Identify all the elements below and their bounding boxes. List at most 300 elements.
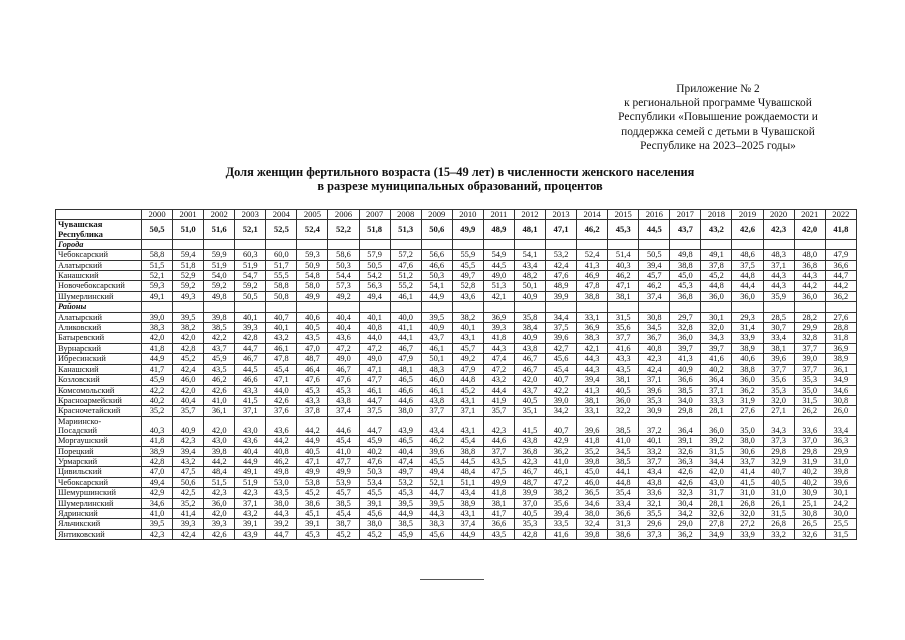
- table-cell: 44,5: [483, 260, 514, 270]
- table-cell: 29,3: [732, 312, 763, 322]
- fertility-table: [55, 209, 857, 540]
- table-cell: 36,8: [794, 260, 825, 270]
- table-cell: 43,2: [173, 456, 204, 466]
- table-cell: 47,9: [390, 354, 421, 364]
- row-label: Янтиковский: [56, 529, 142, 539]
- table-cell: 30,9: [794, 488, 825, 498]
- table-cell: 38,3: [577, 333, 608, 343]
- table-cell: 38,0: [732, 436, 763, 446]
- table-cell: 48,7: [297, 354, 328, 364]
- table-cell: 44,9: [390, 508, 421, 518]
- header-year: 2019: [732, 210, 763, 220]
- table-cell: 39,6: [577, 416, 608, 435]
- table-cell: 37,7: [421, 406, 452, 416]
- table-cell: 29,7: [670, 312, 701, 322]
- table-cell: 54,7: [235, 271, 266, 281]
- table-cell: 47,4: [390, 456, 421, 466]
- table-cell: 37,0: [794, 436, 825, 446]
- table-cell: 51,8: [359, 220, 390, 239]
- empty-cell: [328, 239, 359, 249]
- table-cell: 36,2: [732, 385, 763, 395]
- appendix-line: поддержка семей с детьми в Чувашской: [621, 125, 815, 138]
- table-cell: 38,6: [608, 529, 639, 539]
- table-cell: 39,5: [421, 312, 452, 322]
- table-cell: 46,1: [390, 291, 421, 301]
- table-cell: 45,9: [142, 375, 173, 385]
- table-cell: 43,3: [608, 354, 639, 364]
- table-cell: 40,3: [608, 260, 639, 270]
- table-cell: 40,7: [546, 416, 577, 435]
- table-cell: 54,1: [514, 250, 545, 260]
- table-cell: 51,2: [390, 271, 421, 281]
- table-cell: 44,7: [359, 416, 390, 435]
- table-cell: 34,9: [701, 529, 732, 539]
- table-row: [56, 323, 857, 333]
- table-cell: 43,7: [204, 343, 235, 353]
- table-cell: 34,2: [670, 508, 701, 518]
- table-cell: 45,2: [297, 488, 328, 498]
- table-cell: 41,8: [825, 220, 856, 239]
- table-cell: 30,8: [794, 508, 825, 518]
- table-cell: 42,1: [577, 343, 608, 353]
- table-cell: 52,1: [235, 220, 266, 239]
- table-cell: 48,2: [514, 271, 545, 281]
- table-cell: 31,9: [794, 456, 825, 466]
- table-cell: 56,6: [421, 250, 452, 260]
- table-cell: 43,7: [514, 385, 545, 395]
- table-cell: 28,5: [763, 312, 794, 322]
- table-cell: 42,0: [173, 385, 204, 395]
- table-cell: 42,4: [639, 364, 670, 374]
- table-cell: 41,8: [483, 333, 514, 343]
- table-cell: 40,1: [266, 323, 297, 333]
- row-label: Канашский: [56, 271, 142, 281]
- table-cell: 28,1: [701, 498, 732, 508]
- table-cell: 34,5: [608, 446, 639, 456]
- table-cell: 39,2: [701, 436, 732, 446]
- table-cell: 50,3: [421, 271, 452, 281]
- table-cell: 36,9: [577, 323, 608, 333]
- row-label: Урмарский: [56, 456, 142, 466]
- table-cell: 43,7: [670, 220, 701, 239]
- empty-cell: [763, 302, 794, 312]
- empty-cell: [514, 239, 545, 249]
- table-cell: 47,8: [577, 281, 608, 291]
- empty-cell: [577, 302, 608, 312]
- table-cell: 37,1: [452, 406, 483, 416]
- table-cell: 45,3: [328, 385, 359, 395]
- table-cell: 38,7: [328, 519, 359, 529]
- table-cell: 41,0: [204, 395, 235, 405]
- empty-cell: [452, 239, 483, 249]
- header-year: 2022: [825, 210, 856, 220]
- table-cell: 39,9: [514, 488, 545, 498]
- table-cell: 43,9: [390, 416, 421, 435]
- table-cell: 59,4: [173, 250, 204, 260]
- table-cell: 45,7: [639, 271, 670, 281]
- row-label: Порецкий: [56, 446, 142, 456]
- table-cell: 51,5: [204, 477, 235, 487]
- table-cell: 41,6: [546, 529, 577, 539]
- table-cell: 59,3: [142, 281, 173, 291]
- table-cell: 38,2: [173, 323, 204, 333]
- table-cell: 33,2: [639, 446, 670, 456]
- empty-cell: [514, 302, 545, 312]
- table-cell: 59,2: [204, 281, 235, 291]
- table-cell: 31,4: [732, 323, 763, 333]
- table-cell: 46,6: [235, 375, 266, 385]
- table-cell: 40,5: [297, 323, 328, 333]
- table-row: [56, 446, 857, 456]
- table-cell: 40,1: [359, 312, 390, 322]
- table-row: [56, 281, 857, 291]
- row-label: Канашский: [56, 364, 142, 374]
- table-cell: 41,5: [514, 416, 545, 435]
- table-cell: 51,4: [608, 250, 639, 260]
- empty-cell: [142, 239, 173, 249]
- table-cell: 38,0: [266, 498, 297, 508]
- table-cell: 48,9: [546, 281, 577, 291]
- table-cell: 46,2: [639, 281, 670, 291]
- table-cell: 42,0: [142, 333, 173, 343]
- table-cell: 34,4: [701, 456, 732, 466]
- table-cell: 49,2: [452, 354, 483, 364]
- table-cell: 44,4: [732, 281, 763, 291]
- table-cell: 39,8: [577, 456, 608, 466]
- table-cell: 42,6: [204, 529, 235, 539]
- table-cell: 30,1: [701, 312, 732, 322]
- table-cell: 52,1: [421, 477, 452, 487]
- table-cell: 44,5: [235, 364, 266, 374]
- table-cell: 39,9: [546, 291, 577, 301]
- page-divider: [420, 579, 484, 580]
- table-cell: 42,0: [701, 467, 732, 477]
- table-cell: 29,8: [670, 406, 701, 416]
- table-cell: 58,8: [142, 250, 173, 260]
- table-cell: 47,1: [297, 456, 328, 466]
- table-cell: 40,1: [452, 323, 483, 333]
- row-label: Вурнарский: [56, 343, 142, 353]
- empty-cell: [701, 239, 732, 249]
- table-cell: 45,6: [546, 354, 577, 364]
- table-cell: 47,5: [483, 467, 514, 477]
- table-cell: 40,1: [639, 436, 670, 446]
- empty-cell: [546, 239, 577, 249]
- table-cell: 45,7: [328, 488, 359, 498]
- table-cell: 45,3: [390, 488, 421, 498]
- table-cell: 38,8: [732, 364, 763, 374]
- empty-cell: [390, 302, 421, 312]
- table-cell: 36,0: [670, 333, 701, 343]
- table-cell: 28,8: [825, 323, 856, 333]
- empty-cell: [732, 302, 763, 312]
- table-cell: 44,3: [794, 271, 825, 281]
- table-cell: 38,2: [546, 488, 577, 498]
- table-cell: 42,6: [670, 477, 701, 487]
- table-cell: 36,5: [577, 488, 608, 498]
- table-cell: 35,9: [763, 291, 794, 301]
- table-cell: 44,1: [390, 333, 421, 343]
- table-cell: 27,1: [763, 406, 794, 416]
- table-cell: 44,8: [732, 271, 763, 281]
- table-cell: 47,7: [359, 375, 390, 385]
- table-cell: 39,0: [546, 395, 577, 405]
- table-cell: 45,2: [359, 529, 390, 539]
- table-cell: 43,1: [452, 508, 483, 518]
- table-cell: 43,1: [452, 395, 483, 405]
- table-cell: 51,1: [452, 477, 483, 487]
- table-cell: 38,4: [514, 323, 545, 333]
- table-cell: 41,5: [235, 395, 266, 405]
- table-cell: 44,7: [266, 529, 297, 539]
- table-cell: 50,9: [297, 260, 328, 270]
- table-cell: 43,2: [483, 375, 514, 385]
- empty-cell: [173, 302, 204, 312]
- table-cell: 37,1: [639, 375, 670, 385]
- table-cell: 37,4: [639, 291, 670, 301]
- table-cell: 49,0: [359, 354, 390, 364]
- table-cell: 45,5: [359, 488, 390, 498]
- table-cell: 36,0: [794, 291, 825, 301]
- table-cell: 46,0: [577, 477, 608, 487]
- table-cell: 35,6: [608, 323, 639, 333]
- table-cell: 42,4: [546, 260, 577, 270]
- table-cell: 39,6: [546, 333, 577, 343]
- table-cell: 42,3: [514, 456, 545, 466]
- table-cell: 42,3: [639, 354, 670, 364]
- table-cell: 46,1: [359, 385, 390, 395]
- row-label: Алатырский: [56, 312, 142, 322]
- empty-cell: [390, 239, 421, 249]
- table-cell: 45,5: [421, 456, 452, 466]
- empty-cell: [173, 239, 204, 249]
- empty-cell: [794, 239, 825, 249]
- table-cell: 25,1: [794, 498, 825, 508]
- table-cell: 45,0: [577, 467, 608, 477]
- table-cell: 38,5: [608, 456, 639, 466]
- table-cell: 49,9: [328, 467, 359, 477]
- table-cell: 44,2: [825, 281, 856, 291]
- table-cell: 44,9: [142, 354, 173, 364]
- table-cell: 42,0: [794, 220, 825, 239]
- table-cell: 45,2: [452, 385, 483, 395]
- table-cell: 55,9: [452, 250, 483, 260]
- table-cell: 45,4: [546, 364, 577, 374]
- table-cell: 54,2: [359, 271, 390, 281]
- table-cell: 53,2: [546, 250, 577, 260]
- table-cell: 48,6: [732, 250, 763, 260]
- table-cell: 38,6: [297, 498, 328, 508]
- table-cell: 43,1: [452, 333, 483, 343]
- table-cell: 46,0: [173, 375, 204, 385]
- table-cell: 37,6: [266, 406, 297, 416]
- table-cell: 60,0: [266, 250, 297, 260]
- table-cell: 29,8: [794, 446, 825, 456]
- table-cell: 47,1: [608, 281, 639, 291]
- table-cell: 32,3: [670, 488, 701, 498]
- header-year: 2002: [204, 210, 235, 220]
- table-cell: 40,9: [670, 364, 701, 374]
- table-row: [56, 385, 857, 395]
- table-cell: 40,5: [514, 395, 545, 405]
- table-cell: 39,4: [546, 508, 577, 518]
- table-cell: 47,6: [359, 456, 390, 466]
- table-cell: 38,3: [421, 519, 452, 529]
- table-cell: 31,0: [732, 488, 763, 498]
- table-cell: 43,7: [421, 333, 452, 343]
- table-cell: 48,4: [452, 467, 483, 477]
- table-cell: 36,6: [483, 519, 514, 529]
- table-cell: 45,7: [452, 343, 483, 353]
- table-cell: 31,3: [608, 519, 639, 529]
- header-year: 2016: [639, 210, 670, 220]
- table-cell: 58,8: [266, 281, 297, 291]
- table-cell: 38,9: [452, 498, 483, 508]
- table-cell: 35,1: [514, 406, 545, 416]
- table-cell: 40,5: [608, 385, 639, 395]
- table-cell: 44,4: [483, 385, 514, 395]
- header-year: 2020: [763, 210, 794, 220]
- table-cell: 38,1: [608, 291, 639, 301]
- header-year: 2001: [173, 210, 204, 220]
- table-cell: 39,6: [763, 354, 794, 364]
- table-cell: 40,5: [514, 508, 545, 518]
- appendix-line: Республике на 2023–2025 годы»: [640, 139, 796, 152]
- table-cell: 40,4: [390, 446, 421, 456]
- table-cell: 27,2: [732, 519, 763, 529]
- table-cell: 39,2: [266, 519, 297, 529]
- table-cell: 54,8: [297, 271, 328, 281]
- empty-cell: [204, 302, 235, 312]
- table-cell: 43,5: [483, 529, 514, 539]
- table-cell: 35,3: [514, 519, 545, 529]
- table-cell: 37,8: [701, 260, 732, 270]
- table-cell: 40,3: [142, 416, 173, 435]
- table-row: [56, 343, 857, 353]
- table-cell: 47,7: [328, 456, 359, 466]
- table-cell: 41,7: [142, 364, 173, 374]
- table-cell: 37,5: [359, 406, 390, 416]
- table-cell: 32,9: [763, 456, 794, 466]
- row-label: Шемуршинский: [56, 488, 142, 498]
- table-row: [56, 477, 857, 487]
- table-row: [56, 508, 857, 518]
- table-cell: 38,5: [204, 323, 235, 333]
- table-cell: 40,9: [173, 416, 204, 435]
- table-cell: 32,8: [670, 323, 701, 333]
- table-cell: 47,2: [328, 343, 359, 353]
- table-cell: 46,7: [328, 364, 359, 374]
- table-cell: 43,8: [421, 395, 452, 405]
- table-cell: 37,5: [546, 323, 577, 333]
- header-corner: [56, 210, 142, 220]
- table-cell: 40,2: [359, 446, 390, 456]
- table-cell: 49,3: [173, 291, 204, 301]
- empty-cell: [608, 239, 639, 249]
- table-cell: 52,8: [452, 281, 483, 291]
- header-year: 2006: [328, 210, 359, 220]
- table-cell: 45,4: [452, 436, 483, 446]
- table-cell: 29,9: [794, 323, 825, 333]
- table-cell: 40,4: [173, 395, 204, 405]
- document-title: [140, 165, 780, 193]
- table-cell: 36,8: [670, 291, 701, 301]
- table-cell: 46,2: [204, 375, 235, 385]
- table-cell: 42,5: [173, 488, 204, 498]
- table-cell: 41,8: [142, 343, 173, 353]
- table-cell: 32,6: [701, 508, 732, 518]
- table-cell: 37,7: [483, 446, 514, 456]
- table-cell: 35,3: [639, 395, 670, 405]
- empty-cell: [421, 302, 452, 312]
- table-cell: 45,9: [204, 354, 235, 364]
- table-cell: 50,5: [639, 250, 670, 260]
- table-cell: 35,7: [173, 406, 204, 416]
- table-row: [56, 260, 857, 270]
- table-cell: 27,6: [825, 312, 856, 322]
- table-cell: 43,5: [297, 333, 328, 343]
- table-cell: 41,8: [142, 436, 173, 446]
- table-cell: 50,3: [359, 467, 390, 477]
- table-cell: 50,5: [359, 260, 390, 270]
- table-cell: 39,1: [670, 436, 701, 446]
- table-cell: 50,1: [514, 281, 545, 291]
- table-cell: 40,0: [390, 312, 421, 322]
- table-row: [56, 354, 857, 364]
- table-cell: 46,2: [266, 456, 297, 466]
- table-cell: 47,4: [483, 354, 514, 364]
- table-cell: 39,1: [359, 498, 390, 508]
- table-cell: 47,5: [173, 467, 204, 477]
- table-row: [56, 436, 857, 446]
- table-cell: 38,5: [608, 416, 639, 435]
- table-cell: 33,6: [639, 488, 670, 498]
- table-cell: 46,5: [390, 375, 421, 385]
- table-cell: 42,6: [732, 220, 763, 239]
- table-cell: 41,4: [732, 467, 763, 477]
- table-cell: 43,9: [235, 529, 266, 539]
- empty-cell: [577, 239, 608, 249]
- table-cell: 31,5: [701, 446, 732, 456]
- table-cell: 41,3: [670, 354, 701, 364]
- table-cell: 39,8: [204, 446, 235, 456]
- table-cell: 45,3: [297, 529, 328, 539]
- table-cell: 41,0: [142, 508, 173, 518]
- table-cell: 53,4: [359, 477, 390, 487]
- table-cell: 38,9: [825, 354, 856, 364]
- table-cell: 41,6: [608, 343, 639, 353]
- table-cell: 40,4: [328, 323, 359, 333]
- table-cell: 37,7: [794, 343, 825, 353]
- header-year: 2012: [514, 210, 545, 220]
- table-row: [56, 488, 857, 498]
- table-cell: 43,4: [514, 260, 545, 270]
- table-cell: 29,9: [825, 446, 856, 456]
- table-cell: 29,0: [670, 519, 701, 529]
- empty-cell: [421, 239, 452, 249]
- row-label: Чебоксарский: [56, 250, 142, 260]
- table-cell: 51,3: [390, 220, 421, 239]
- table-cell: 44,9: [421, 291, 452, 301]
- table-cell: 39,4: [577, 375, 608, 385]
- table-cell: 43,8: [514, 343, 545, 353]
- empty-cell: [235, 239, 266, 249]
- row-label: Красночетайский: [56, 406, 142, 416]
- table-cell: 43,3: [235, 385, 266, 395]
- table-cell: 49,1: [235, 467, 266, 477]
- row-label: Новочебоксарский: [56, 281, 142, 291]
- table-cell: 46,2: [421, 436, 452, 446]
